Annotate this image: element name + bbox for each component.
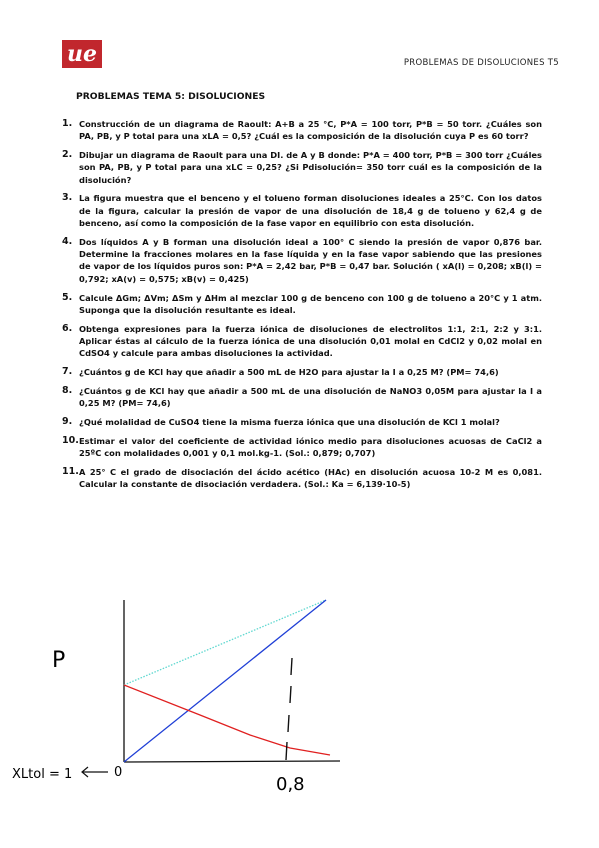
problem-number: 1.	[62, 118, 73, 129]
problem-number: 3.	[62, 192, 73, 204]
y-axis-label: P	[52, 648, 66, 673]
problem-number: 4.	[62, 235, 73, 247]
problem-number: 2.	[62, 149, 73, 161]
benzene-pressure-line	[124, 600, 326, 762]
problem-number: 10.	[62, 434, 79, 446]
problem-number: 11.	[62, 465, 79, 477]
university-logo	[62, 40, 102, 68]
problem-text: Estimar el valor del coeficiente de actividad iónico medio para disoluciones acuosas de CaCl2 a 25ºC con molalidades 0,001 y 0,1 mol.kg-1. (Sol.: 0,879; 0,707)	[79, 435, 542, 459]
problem-number: 8.	[62, 384, 73, 396]
problem-item	[62, 323, 542, 360]
page-title: PROBLEMAS TEMA 5: DISOLUCIONES	[76, 91, 266, 102]
problem-text: A 25° C el grado de disociación del ácido acético (HAc) en disolución acuosa 10-2 M es 0,081. Calcular la constante de disociación verdadera. (Sol.: Ka = 6,139·10-5)	[79, 466, 542, 490]
problem-number: 9.	[62, 415, 73, 427]
logo-text: ue	[67, 41, 97, 67]
problem-number: 5.	[62, 291, 73, 303]
problem-text: Obtenga expresiones para la fuerza iónica de disoluciones de electrolitos 1:1, 2:1, 2:2 y 3:1. Aplicar éstas al cálculo de la fuerza iónica de una disolución 0,01 molal en CdCl2 y 0,02 molal en CdSO4 y calcule para ambas disoluciones la actividad.	[79, 323, 542, 359]
problem-text: ¿Cuántos g de KCl hay que añadir a 500 mL de una disolución de NaNO3 0,05M para ajustar la I a 0,25 M? (PM= 74,6)	[79, 385, 542, 409]
problem-text: Construcción de un diagrama de Raoult: A+B a 25 °C, P*A = 100 torr, P*B = 50 torr. ¿Cuáles son PA, PB, y P total para una xLA = 0,5? ¿Cuál es la composición de la disolución cuya P es 60 torr?	[79, 119, 542, 142]
problem-item	[62, 118, 542, 143]
x-axis-label: XLtol = 1	[12, 767, 73, 782]
raoult-sketch	[0, 580, 599, 848]
problem-text: Dibujar un diagrama de Raoult para una DI. de A y B donde: P*A = 400 torr, P*B = 300 torr ¿Cuáles son PA, PB, y P total para una xLC = 0,25? ¿Si Pdisolución= 350 torr cuál es la composición de la disolución?	[79, 150, 542, 185]
origin-label: 0	[114, 765, 123, 780]
x-marker-dashed-line	[286, 658, 292, 760]
document-header-title: PROBLEMAS DE DISOLUCIONES T5	[403, 58, 559, 68]
problem-number: 7.	[62, 366, 73, 378]
problem-item	[62, 385, 542, 410]
total-pressure-line	[124, 600, 326, 685]
problem-item	[62, 192, 542, 229]
problem-list	[62, 118, 542, 497]
problem-text: ¿Qué molalidad de CuSO4 tiene la misma fuerza iónica que una disolución de KCl 1 molal?	[79, 416, 500, 427]
problem-text: ¿Cuántos g de KCl hay que añadir a 500 mL de H2O para ajustar la I a 0,25 M? (PM= 74,6)	[79, 367, 499, 378]
problem-text: La figura muestra que el benceno y el tolueno forman disoluciones ideales a 25°C. Con los datos de la figura, calcular la presión de vapor de una disolución de 18,4 g de tolueno y 62,4 g de benceno, así como la composición de la fase vapor en equilibrio con esta disolución.	[79, 193, 542, 229]
problem-item	[62, 416, 542, 428]
tick-label: 0,8	[276, 774, 305, 795]
problem-item	[62, 236, 542, 285]
problem-item	[62, 149, 542, 186]
x-axis	[124, 761, 340, 762]
problem-item	[62, 466, 542, 491]
problem-item	[62, 435, 542, 460]
problem-item	[62, 366, 542, 378]
toluene-pressure-line	[124, 685, 330, 755]
problem-number: 6.	[62, 322, 73, 334]
problem-text: Calcule ΔGm; ΔVm; ΔSm y ΔHm al mezclar 100 g de benceno con 100 g de tolueno a 20°C y 1 atm. Suponga que la disolución resultante es ideal.	[79, 292, 542, 315]
problem-text: Dos líquidos A y B forman una disolución ideal a 100° C siendo la presión de vapor 0,876 bar. Determine la fracciones molares en la fase líquida y en la fase vapor sabiendo que las presiones de vapor de los líquidos puros son: P*A = 2,42 bar, P*B = 0,47 bar. Solución ( xA(l) = 0,208; xB(l) = 0,792; xA(v) = 0,575; xB(v) = 0,425)	[79, 236, 542, 284]
problem-item	[62, 292, 542, 317]
